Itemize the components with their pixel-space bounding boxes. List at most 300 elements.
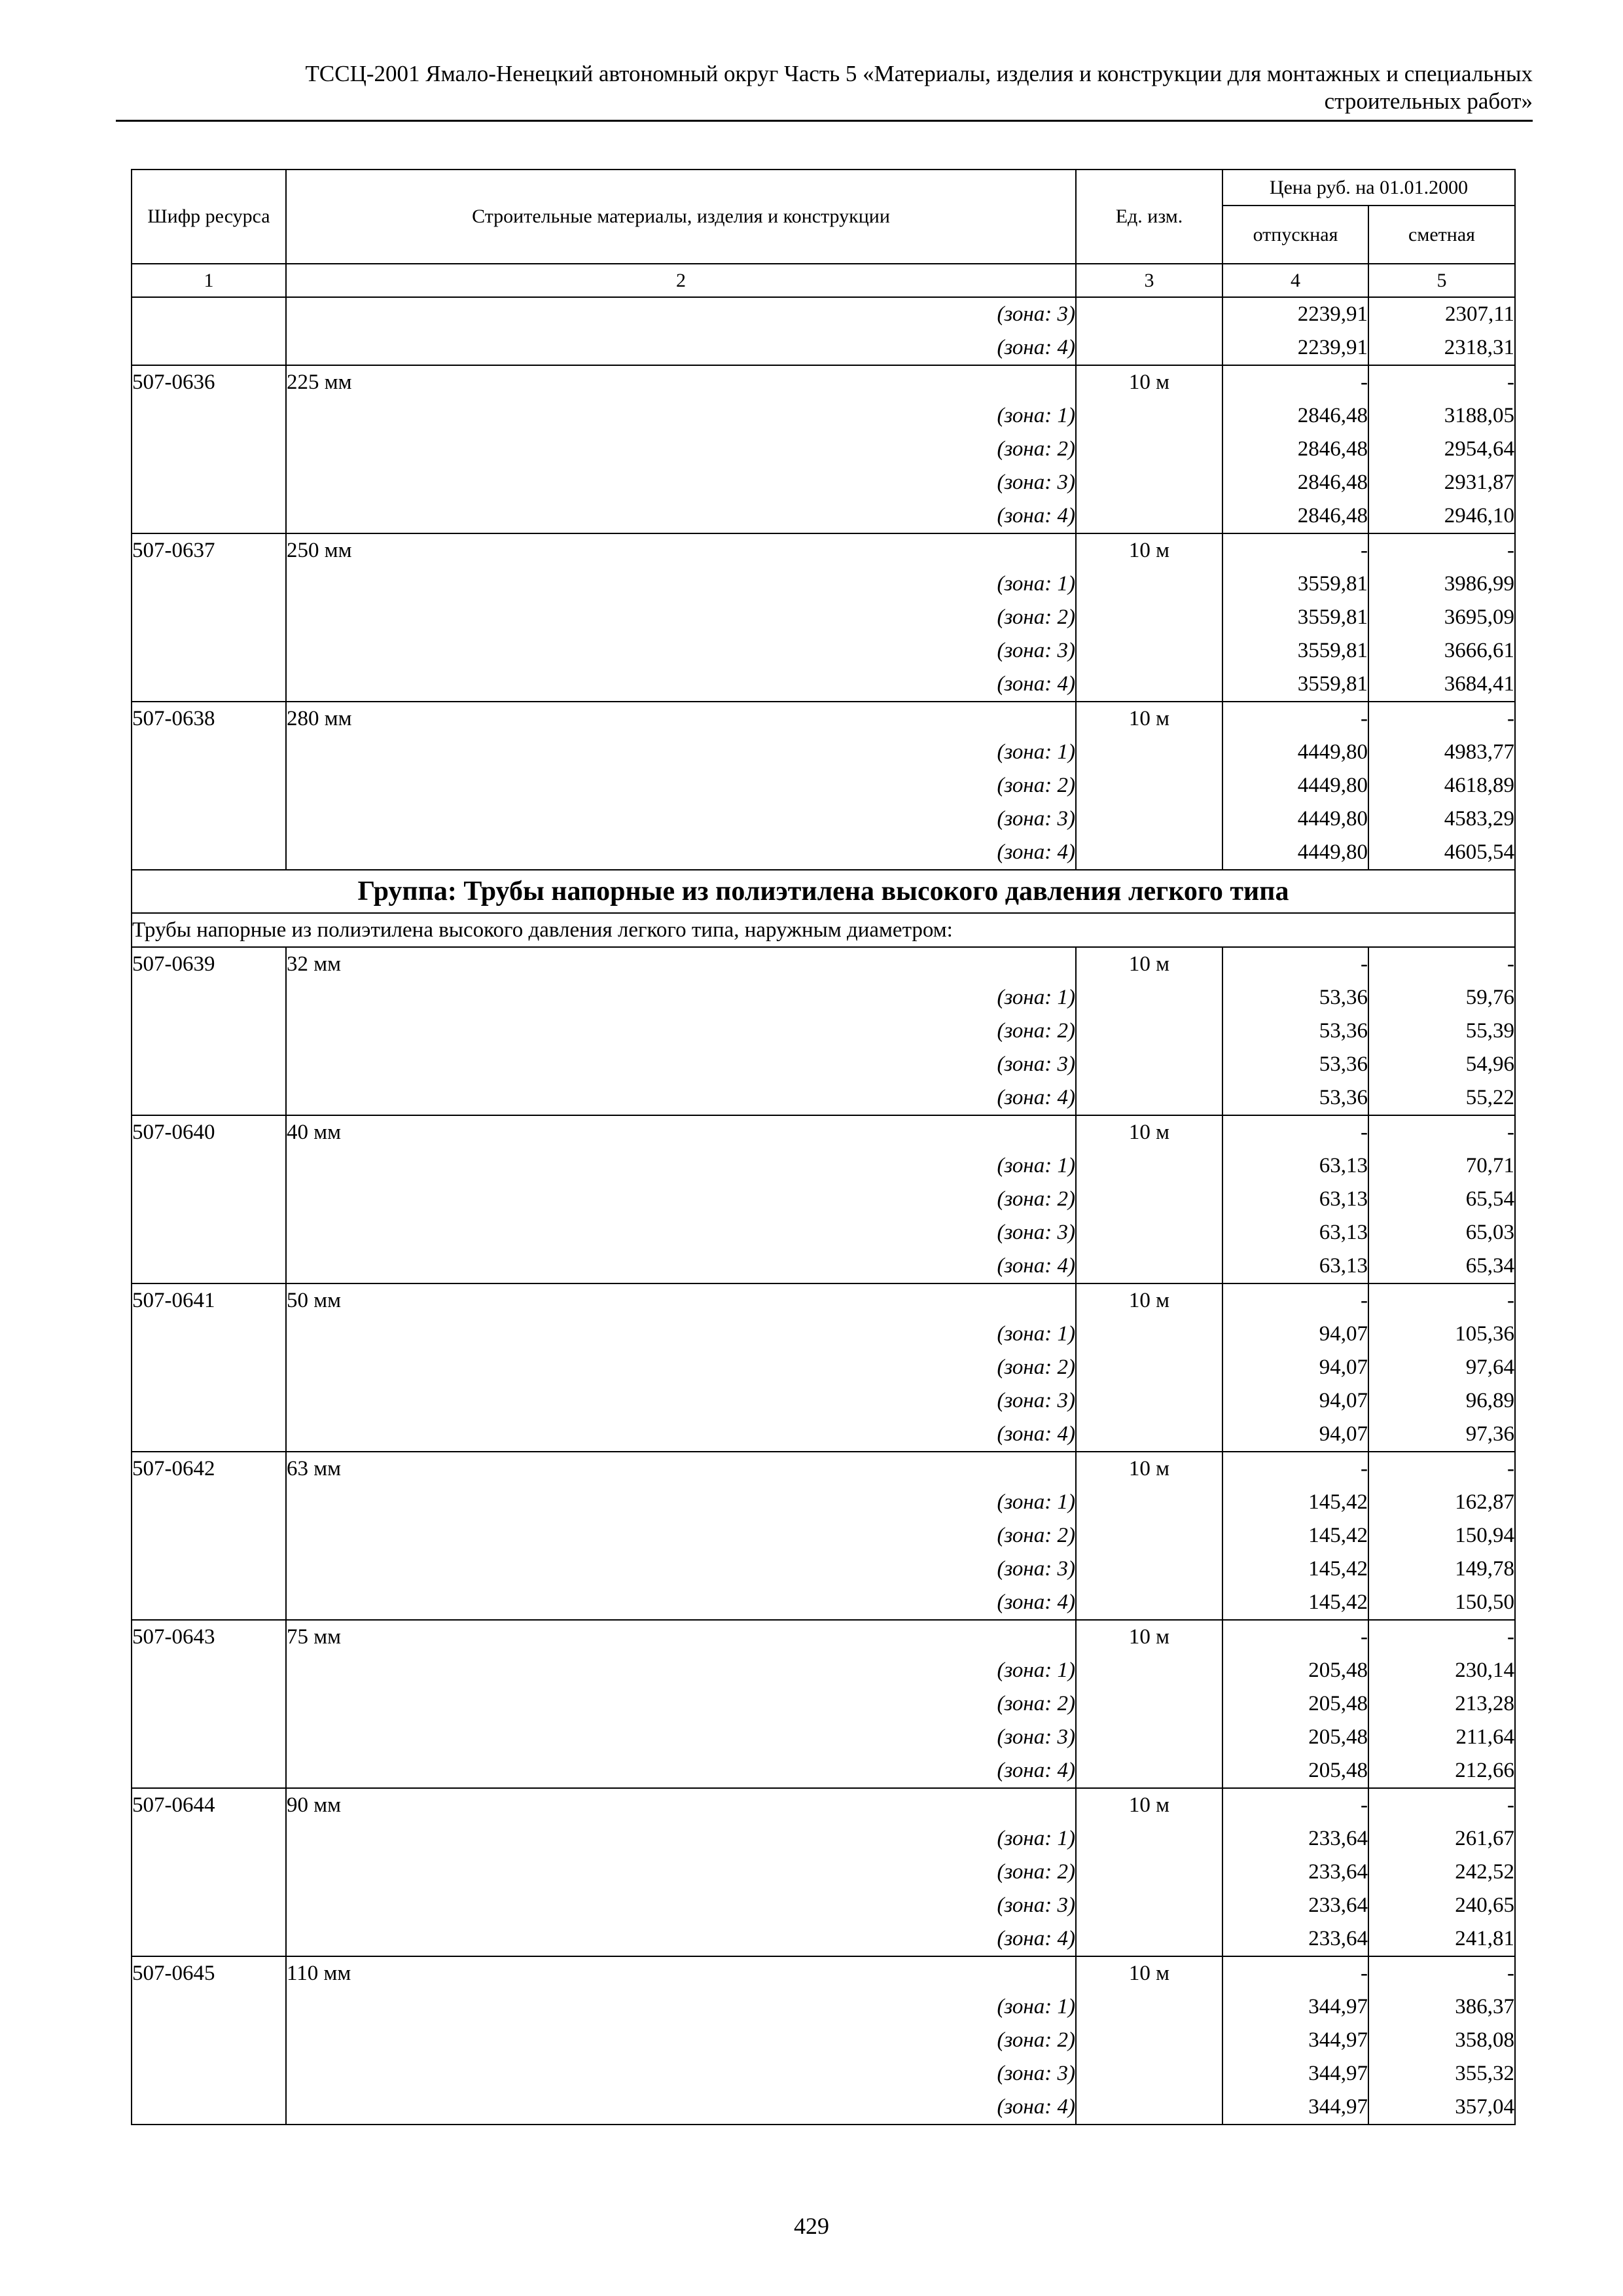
code-cell xyxy=(132,1249,286,1283)
release-price: 145,42 xyxy=(1222,1486,1368,1519)
estimate-price: - xyxy=(1368,1956,1515,1990)
unit-cell xyxy=(1076,1081,1222,1115)
zone-label: (зона: 1) xyxy=(286,1822,1076,1856)
code-cell xyxy=(132,634,286,668)
zone-label: (зона: 3) xyxy=(286,2057,1076,2090)
code-cell xyxy=(132,1721,286,1754)
code-cell xyxy=(132,1654,286,1687)
item-name: 75 мм xyxy=(286,1620,1076,1654)
item-name: 32 мм xyxy=(286,947,1076,981)
unit-cell: 10 м xyxy=(1076,1788,1222,1822)
estimate-price: 3666,61 xyxy=(1368,634,1515,668)
release-price: 63,13 xyxy=(1222,1249,1368,1283)
table-row xyxy=(132,1318,1515,1351)
table-row xyxy=(132,1283,1515,1318)
release-price: 233,64 xyxy=(1222,1889,1368,1922)
estimate-price: 212,66 xyxy=(1368,1754,1515,1788)
release-price: 2846,48 xyxy=(1222,399,1368,433)
unit-cell xyxy=(1076,1586,1222,1620)
resource-code: 507-0636 xyxy=(132,365,286,399)
code-cell xyxy=(132,1856,286,1889)
estimate-price: 2307,11 xyxy=(1368,297,1515,331)
estimate-price: 65,34 xyxy=(1368,1249,1515,1283)
code-cell xyxy=(132,466,286,499)
unit-cell xyxy=(1076,297,1222,331)
zone-label: (зона: 3) xyxy=(286,1889,1076,1922)
unit-cell xyxy=(1076,769,1222,802)
estimate-price: 65,54 xyxy=(1368,1183,1515,1216)
estimate-price: 4983,77 xyxy=(1368,736,1515,769)
code-cell xyxy=(132,1318,286,1351)
release-price: 4449,80 xyxy=(1222,802,1368,836)
code-cell xyxy=(132,1418,286,1452)
estimate-price: 355,32 xyxy=(1368,2057,1515,2090)
unit-cell: 10 м xyxy=(1076,365,1222,399)
item-name: 63 мм xyxy=(286,1452,1076,1486)
estimate-price: 261,67 xyxy=(1368,1822,1515,1856)
release-price: 2239,91 xyxy=(1222,297,1368,331)
code-cell xyxy=(132,736,286,769)
table-row xyxy=(132,1048,1515,1081)
resource-code: 507-0643 xyxy=(132,1620,286,1654)
release-price: 3559,81 xyxy=(1222,601,1368,634)
release-price: - xyxy=(1222,1283,1368,1318)
code-cell xyxy=(132,1081,286,1115)
zone-label: (зона: 4) xyxy=(286,1922,1076,1956)
price-table xyxy=(131,169,1516,2125)
unit-cell xyxy=(1076,1216,1222,1249)
estimate-price: 150,94 xyxy=(1368,1519,1515,1552)
table-row xyxy=(132,1081,1515,1115)
code-cell xyxy=(132,1014,286,1048)
unit-cell: 10 м xyxy=(1076,702,1222,736)
resource-code: 507-0638 xyxy=(132,702,286,736)
resource-code: 507-0644 xyxy=(132,1788,286,1822)
unit-cell xyxy=(1076,1687,1222,1721)
header-price-group: Цена руб. на 01.01.2000 xyxy=(1222,170,1515,206)
table-row xyxy=(132,736,1515,769)
table-row xyxy=(132,802,1515,836)
table-row xyxy=(132,1620,1515,1654)
unit-cell xyxy=(1076,1654,1222,1687)
zone-label: (зона: 2) xyxy=(286,1014,1076,1048)
zone-label: (зона: 3) xyxy=(286,1216,1076,1249)
release-price: 4449,80 xyxy=(1222,769,1368,802)
estimate-price: 162,87 xyxy=(1368,1486,1515,1519)
table-row xyxy=(132,499,1515,533)
estimate-price: - xyxy=(1368,702,1515,736)
estimate-price: 97,36 xyxy=(1368,1418,1515,1452)
table-body-group xyxy=(132,947,1515,2125)
release-price: 205,48 xyxy=(1222,1687,1368,1721)
unit-cell xyxy=(1076,1721,1222,1754)
estimate-price: 3695,09 xyxy=(1368,601,1515,634)
release-price: 344,97 xyxy=(1222,1990,1368,2024)
code-cell xyxy=(132,668,286,702)
table-row xyxy=(132,1014,1515,1048)
estimate-price: 70,71 xyxy=(1368,1149,1515,1183)
release-price: 145,42 xyxy=(1222,1586,1368,1620)
page-number: 429 xyxy=(794,2213,829,2239)
release-price: 2846,48 xyxy=(1222,466,1368,499)
estimate-price: - xyxy=(1368,533,1515,567)
zone-label: (зона: 1) xyxy=(286,1486,1076,1519)
release-price: - xyxy=(1222,702,1368,736)
estimate-price: 97,64 xyxy=(1368,1351,1515,1384)
table-row xyxy=(132,836,1515,870)
code-cell xyxy=(132,802,286,836)
estimate-price: - xyxy=(1368,365,1515,399)
table-row xyxy=(132,981,1515,1014)
estimate-price: 211,64 xyxy=(1368,1721,1515,1754)
estimate-price: 55,22 xyxy=(1368,1081,1515,1115)
release-price: 63,13 xyxy=(1222,1183,1368,1216)
estimate-price: 149,78 xyxy=(1368,1552,1515,1586)
estimate-price: 3986,99 xyxy=(1368,567,1515,601)
table-row xyxy=(132,1249,1515,1283)
code-cell xyxy=(132,836,286,870)
code-cell xyxy=(132,433,286,466)
header-rule xyxy=(116,120,1533,122)
table-row xyxy=(132,1351,1515,1384)
zone-label: (зона: 4) xyxy=(286,1249,1076,1283)
zone-label: (зона: 3) xyxy=(286,466,1076,499)
table-row xyxy=(132,1115,1515,1149)
item-name: 110 мм xyxy=(286,1956,1076,1990)
table-row xyxy=(132,1788,1515,1822)
resource-code: 507-0639 xyxy=(132,947,286,981)
resource-code: 507-0641 xyxy=(132,1283,286,1318)
table-row xyxy=(132,1486,1515,1519)
code-cell xyxy=(132,331,286,365)
unit-cell xyxy=(1076,1889,1222,1922)
running-header xyxy=(116,60,1533,115)
zone-label: (зона: 1) xyxy=(286,1149,1076,1183)
unit-cell: 10 м xyxy=(1076,533,1222,567)
zone-label: (зона: 3) xyxy=(286,634,1076,668)
release-price: - xyxy=(1222,1452,1368,1486)
zone-label: (зона: 1) xyxy=(286,1654,1076,1687)
estimate-price: 241,81 xyxy=(1368,1922,1515,1956)
unit-cell xyxy=(1076,836,1222,870)
table-row xyxy=(132,1452,1515,1486)
zone-label: (зона: 4) xyxy=(286,1586,1076,1620)
table-row xyxy=(132,769,1515,802)
table-row xyxy=(132,1552,1515,1586)
unit-cell: 10 м xyxy=(1076,1115,1222,1149)
table-row xyxy=(132,1384,1515,1418)
estimate-price: - xyxy=(1368,1283,1515,1318)
code-cell xyxy=(132,1519,286,1552)
unit-cell xyxy=(1076,1249,1222,1283)
unit-cell xyxy=(1076,1183,1222,1216)
resource-code: 507-0640 xyxy=(132,1115,286,1149)
release-price: 233,64 xyxy=(1222,1822,1368,1856)
table-row xyxy=(132,1654,1515,1687)
table-row xyxy=(132,1956,1515,1990)
unit-cell xyxy=(1076,981,1222,1014)
estimate-price: 96,89 xyxy=(1368,1384,1515,1418)
release-price: 63,13 xyxy=(1222,1149,1368,1183)
code-cell xyxy=(132,2057,286,2090)
table-row xyxy=(132,533,1515,567)
estimate-price: - xyxy=(1368,1452,1515,1486)
group-section xyxy=(132,870,1515,947)
zone-label: (зона: 2) xyxy=(286,601,1076,634)
code-cell xyxy=(132,1822,286,1856)
code-cell xyxy=(132,2024,286,2057)
code-cell xyxy=(132,1486,286,1519)
estimate-price: 3188,05 xyxy=(1368,399,1515,433)
estimate-price: - xyxy=(1368,1620,1515,1654)
table-row xyxy=(132,1889,1515,1922)
item-name: 50 мм xyxy=(286,1283,1076,1318)
code-cell xyxy=(132,499,286,533)
estimate-price: 2946,10 xyxy=(1368,499,1515,533)
table-row xyxy=(132,1721,1515,1754)
zone-label: (зона: 1) xyxy=(286,1990,1076,2024)
release-price: 2846,48 xyxy=(1222,433,1368,466)
resource-code: 507-0645 xyxy=(132,1956,286,1990)
release-price: 3559,81 xyxy=(1222,634,1368,668)
table-row xyxy=(132,947,1515,981)
zone-label: (зона: 1) xyxy=(286,567,1076,601)
zone-label: (зона: 2) xyxy=(286,1351,1076,1384)
table-row xyxy=(132,1822,1515,1856)
unit-cell xyxy=(1076,1519,1222,1552)
unit-cell: 10 м xyxy=(1076,1283,1222,1318)
release-price: - xyxy=(1222,533,1368,567)
code-cell xyxy=(132,1922,286,1956)
running-header-line2: строительных работ» xyxy=(1324,88,1533,114)
code-cell xyxy=(132,1384,286,1418)
code-cell xyxy=(132,567,286,601)
running-header-line1: ТССЦ-2001 Ямало-Ненецкий автономный округ Часть 5 «Материалы, изделия и конструкции для монтажных и специальных xyxy=(305,61,1533,86)
table-body-pre-group xyxy=(132,297,1515,870)
zone-label: (зона: 4) xyxy=(286,836,1076,870)
zone-label: (зона: 1) xyxy=(286,736,1076,769)
release-price: 53,36 xyxy=(1222,1014,1368,1048)
unit-cell xyxy=(1076,466,1222,499)
estimate-price: 358,08 xyxy=(1368,2024,1515,2057)
header-estimate: сметная xyxy=(1368,206,1515,264)
estimate-price: - xyxy=(1368,947,1515,981)
zone-label: (зона: 4) xyxy=(286,1418,1076,1452)
release-price: 233,64 xyxy=(1222,1922,1368,1956)
release-price: 233,64 xyxy=(1222,1856,1368,1889)
table-row xyxy=(132,1216,1515,1249)
unit-cell xyxy=(1076,1384,1222,1418)
estimate-price: 65,03 xyxy=(1368,1216,1515,1249)
zone-label: (зона: 4) xyxy=(286,2090,1076,2125)
release-price: 344,97 xyxy=(1222,2090,1368,2125)
release-price: 205,48 xyxy=(1222,1754,1368,1788)
release-price: 63,13 xyxy=(1222,1216,1368,1249)
table-row xyxy=(132,567,1515,601)
release-price: - xyxy=(1222,1956,1368,1990)
zone-label: (зона: 2) xyxy=(286,2024,1076,2057)
estimate-price: 150,50 xyxy=(1368,1586,1515,1620)
header-unit: Ед. изм. xyxy=(1076,170,1222,264)
code-cell xyxy=(132,1889,286,1922)
estimate-price: 4583,29 xyxy=(1368,802,1515,836)
zone-label: (зона: 3) xyxy=(286,1721,1076,1754)
estimate-price: 4618,89 xyxy=(1368,769,1515,802)
release-price: 2846,48 xyxy=(1222,499,1368,533)
code-cell xyxy=(132,1990,286,2024)
group-title: Группа: Трубы напорные из полиэтилена высокого давления легкого типа xyxy=(132,870,1515,913)
unit-cell xyxy=(1076,601,1222,634)
zone-label: (зона: 3) xyxy=(286,1552,1076,1586)
item-name: 90 мм xyxy=(286,1788,1076,1822)
estimate-price: 230,14 xyxy=(1368,1654,1515,1687)
release-price: 344,97 xyxy=(1222,2057,1368,2090)
table-row xyxy=(132,2024,1515,2057)
unit-cell xyxy=(1076,1418,1222,1452)
header-code: Шифр ресурса xyxy=(132,170,286,264)
col-number: 1 xyxy=(132,264,286,297)
release-price: - xyxy=(1222,1620,1368,1654)
item-name: 40 мм xyxy=(286,1115,1076,1149)
release-price: 3559,81 xyxy=(1222,668,1368,702)
code-cell xyxy=(132,2090,286,2125)
table-row xyxy=(132,2090,1515,2125)
release-price: 53,36 xyxy=(1222,1048,1368,1081)
release-price: 4449,80 xyxy=(1222,836,1368,870)
release-price: 344,97 xyxy=(1222,2024,1368,2057)
table-row xyxy=(132,1519,1515,1552)
col-number: 4 xyxy=(1222,264,1368,297)
zone-label: (зона: 2) xyxy=(286,1183,1076,1216)
unit-cell xyxy=(1076,1014,1222,1048)
table-row xyxy=(132,331,1515,365)
release-price: 205,48 xyxy=(1222,1654,1368,1687)
table-row xyxy=(132,1687,1515,1721)
unit-cell xyxy=(1076,1486,1222,1519)
zone-label: (зона: 4) xyxy=(286,331,1076,365)
subgroup-title: Трубы напорные из полиэтилена высокого давления легкого типа, наружным диаметром: xyxy=(132,913,1515,947)
resource-code: 507-0637 xyxy=(132,533,286,567)
table-row xyxy=(132,1418,1515,1452)
unit-cell xyxy=(1076,1990,1222,2024)
zone-label: (зона: 2) xyxy=(286,769,1076,802)
code-cell xyxy=(132,601,286,634)
unit-cell xyxy=(1076,1822,1222,1856)
unit-cell xyxy=(1076,1351,1222,1384)
code-cell xyxy=(132,399,286,433)
release-price: 145,42 xyxy=(1222,1552,1368,1586)
release-price: 53,36 xyxy=(1222,1081,1368,1115)
zone-label: (зона: 3) xyxy=(286,802,1076,836)
col-number: 5 xyxy=(1368,264,1515,297)
unit-cell xyxy=(1076,634,1222,668)
col-number: 3 xyxy=(1076,264,1222,297)
unit-cell xyxy=(1076,2090,1222,2125)
release-price: 205,48 xyxy=(1222,1721,1368,1754)
header-name: Строительные материалы, изделия и конструкции xyxy=(286,170,1076,264)
table-row xyxy=(132,668,1515,702)
resource-code: 507-0642 xyxy=(132,1452,286,1486)
code-cell xyxy=(132,297,286,331)
estimate-price: - xyxy=(1368,1115,1515,1149)
code-cell xyxy=(132,1149,286,1183)
zone-label: (зона: 4) xyxy=(286,1754,1076,1788)
item-name: 280 мм xyxy=(286,702,1076,736)
estimate-price: 2954,64 xyxy=(1368,433,1515,466)
table-row xyxy=(132,1990,1515,2024)
table-row xyxy=(132,297,1515,331)
code-cell xyxy=(132,1183,286,1216)
estimate-price: 54,96 xyxy=(1368,1048,1515,1081)
unit-cell xyxy=(1076,1754,1222,1788)
zone-label: (зона: 2) xyxy=(286,1687,1076,1721)
table-row xyxy=(132,399,1515,433)
estimate-price: 386,37 xyxy=(1368,1990,1515,2024)
zone-label: (зона: 3) xyxy=(286,1048,1076,1081)
table-row xyxy=(132,1754,1515,1788)
unit-cell: 10 м xyxy=(1076,947,1222,981)
code-cell xyxy=(132,1586,286,1620)
release-price: 94,07 xyxy=(1222,1384,1368,1418)
unit-cell xyxy=(1076,1318,1222,1351)
code-cell xyxy=(132,1552,286,1586)
zone-label: (зона: 4) xyxy=(286,499,1076,533)
unit-cell xyxy=(1076,1048,1222,1081)
table-row xyxy=(132,466,1515,499)
unit-cell: 10 м xyxy=(1076,1620,1222,1654)
table-row xyxy=(132,1183,1515,1216)
header-release: отпускная xyxy=(1222,206,1368,264)
table-row xyxy=(132,1922,1515,1956)
release-price: - xyxy=(1222,365,1368,399)
code-cell xyxy=(132,1048,286,1081)
unit-cell xyxy=(1076,2057,1222,2090)
code-cell xyxy=(132,1216,286,1249)
col-number: 2 xyxy=(286,264,1076,297)
code-cell xyxy=(132,769,286,802)
zone-label: (зона: 2) xyxy=(286,1519,1076,1552)
release-price: - xyxy=(1222,1788,1368,1822)
estimate-price: 240,65 xyxy=(1368,1889,1515,1922)
release-price: 145,42 xyxy=(1222,1519,1368,1552)
release-price: 94,07 xyxy=(1222,1418,1368,1452)
estimate-price: 4605,54 xyxy=(1368,836,1515,870)
table-row xyxy=(132,702,1515,736)
release-price: 3559,81 xyxy=(1222,567,1368,601)
unit-cell xyxy=(1076,2024,1222,2057)
unit-cell xyxy=(1076,567,1222,601)
estimate-price: 2931,87 xyxy=(1368,466,1515,499)
unit-cell xyxy=(1076,433,1222,466)
release-price: 53,36 xyxy=(1222,981,1368,1014)
unit-cell xyxy=(1076,1149,1222,1183)
table-row xyxy=(132,1149,1515,1183)
release-price: 94,07 xyxy=(1222,1318,1368,1351)
zone-label: (зона: 4) xyxy=(286,1081,1076,1115)
unit-cell xyxy=(1076,668,1222,702)
release-price: 2239,91 xyxy=(1222,331,1368,365)
item-name: 225 мм xyxy=(286,365,1076,399)
unit-cell: 10 м xyxy=(1076,1452,1222,1486)
zone-label: (зона: 1) xyxy=(286,399,1076,433)
zone-label: (зона: 3) xyxy=(286,1384,1076,1418)
estimate-price: 242,52 xyxy=(1368,1856,1515,1889)
zone-label: (зона: 4) xyxy=(286,668,1076,702)
estimate-price: 55,39 xyxy=(1368,1014,1515,1048)
unit-cell xyxy=(1076,736,1222,769)
zone-label: (зона: 3) xyxy=(286,297,1076,331)
code-cell xyxy=(132,1687,286,1721)
